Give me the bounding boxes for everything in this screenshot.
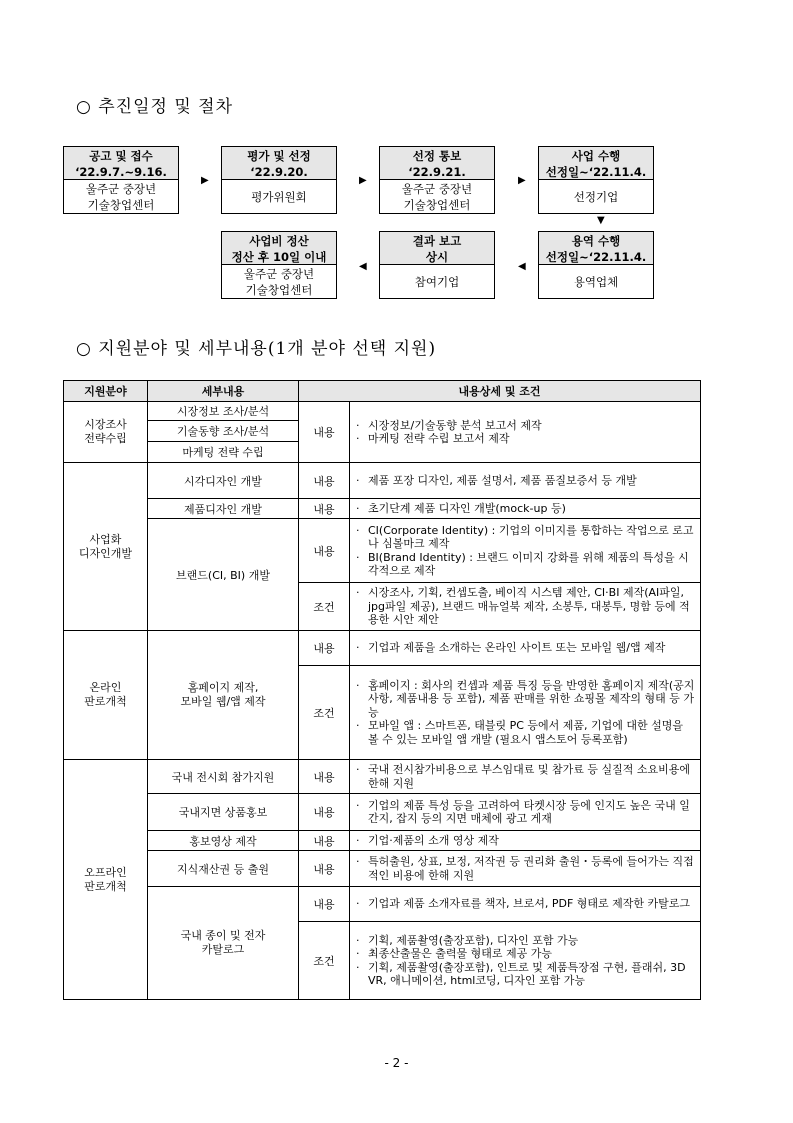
detail-cell	[350, 887, 701, 922]
arrow-right-icon: ▶	[201, 175, 209, 186]
support-table	[63, 380, 701, 1000]
detail-text: 최종산출물은 출력물 형태로 제공 가능	[368, 947, 553, 960]
detail-text: 기업의 제품 특성 등을 고려하여 타켓시장 등에 인지도 높은 국내 일간지, 잡지 등의 지면 매체에 광고 게재	[368, 798, 690, 825]
bullet-icon: ·	[356, 473, 360, 487]
arrow-right-icon: ▶	[518, 175, 526, 186]
kind-cell: 조건	[299, 583, 350, 631]
bullet-icon: ·	[356, 960, 360, 974]
kind-cell: 내용	[299, 887, 350, 922]
section1-title: ○ 추진일정 및 절차	[76, 97, 233, 117]
detail-text: 제품 포장 디자인, 제품 설명서, 제품 품질보증서 등 개발	[368, 473, 637, 487]
flow-step-2	[221, 146, 337, 214]
arrow-down-icon: ▼	[597, 215, 605, 226]
item-cell: 국내 종이 및 전자 카탈로그	[148, 887, 299, 1000]
field-offline: 오프라인 판로개척	[64, 760, 148, 1000]
flow-step-date: ‘22.9.7.~9.16.	[75, 165, 167, 179]
item-cell: 지식재산권 등 출원	[148, 851, 299, 887]
field-market: 시장조사 전략수립	[64, 402, 148, 463]
detail-cell	[350, 583, 701, 631]
detail-text: 마케팅 전략 수립 보고서 제작	[368, 432, 510, 445]
detail-text: 기업과 제품을 소개하는 온라인 사이트 또는 모바일 웹/앱 제작	[368, 641, 666, 655]
detail-text: 기업·제품의 소개 영상 제작	[368, 833, 499, 847]
bullet-icon: ·	[356, 432, 360, 445]
bullet-icon: ·	[356, 678, 360, 692]
detail-cell	[350, 666, 701, 760]
kind-cell: 내용	[299, 463, 350, 499]
flow-step-date: 선정일~‘22.11.4.	[545, 165, 647, 179]
detail-text: 기업과 제품 소개자료를 책자, 브로셔, PDF 형태로 제작한 카탈로그	[368, 897, 691, 911]
bullet-icon: ·	[356, 763, 360, 776]
item-cell: 홍보영상 제작	[148, 831, 299, 851]
flow-step-body: 선정기업	[573, 189, 619, 204]
flow-step-3	[379, 146, 495, 214]
detail-text: 초기단계 제품 디자인 개발(mock-up 등)	[368, 501, 566, 515]
bullet-icon: ·	[356, 719, 360, 733]
bullet-icon: ·	[356, 641, 360, 655]
flow-step-date: 선정일~‘22.11.4.	[545, 250, 647, 264]
flow-step-body: 울주군 중장년	[243, 266, 315, 281]
bullet-icon: ·	[356, 855, 360, 868]
kind-cell: 내용	[299, 631, 350, 666]
bullet-icon: ·	[356, 418, 360, 432]
detail-text: 기획, 제품촬영(출장포함), 인트로 및 제품특장점 구현, 플래쉬, 3D VR, 애니메이션, html코딩, 디자인 포함 가능	[368, 960, 686, 987]
item-cell: 시각디자인 개발	[148, 463, 299, 499]
flow-step-title: 사업비 정산	[249, 234, 309, 248]
flow-step-title: 결과 보고	[412, 234, 462, 248]
item-cell: 브랜드(CI, BI) 개발	[148, 519, 299, 631]
header-item: 세부내용	[148, 381, 299, 402]
detail-cell	[350, 851, 701, 887]
page-number: - 2 -	[384, 1056, 409, 1070]
item-cell: 국내지면 상품홍보	[148, 794, 299, 831]
bullet-icon: ·	[356, 798, 360, 812]
detail-text: 시장정보/기술동향 분석 보고서 제작	[368, 418, 542, 432]
kind-cell: 조건	[299, 922, 350, 1000]
bullet-icon: ·	[356, 586, 360, 600]
item-cell: 국내 전시회 참가지원	[148, 760, 299, 794]
kind-cell: 내용	[299, 851, 350, 887]
detail-cell	[350, 760, 701, 794]
flow-step-body: 평가위원회	[251, 189, 307, 204]
header-detail: 내용상세 및 조건	[299, 381, 701, 402]
flow-step-title: 평가 및 선정	[247, 149, 311, 163]
item-cell: 홈페이지 제작, 모바일 웹/앱 제작	[148, 631, 299, 760]
field-design: 사업화 디자인개발	[64, 463, 148, 631]
detail-cell	[350, 499, 701, 519]
item-cell: 기술동향 조사/분석	[148, 421, 299, 442]
kind-cell: 내용	[299, 760, 350, 794]
flow-step-7	[221, 231, 337, 299]
flow-step-date: 정산 후 10일 이내	[231, 250, 327, 264]
detail-cell	[350, 402, 701, 463]
flow-step-1	[63, 146, 179, 214]
table-header-row	[64, 381, 701, 402]
flow-step-date: ‘22.9.20.	[250, 165, 308, 179]
detail-text: 특허출원, 상표, 보정, 저작권 등 권리화 출원・등록에 들어가는 직접적인 비용에 한해 지원	[368, 855, 694, 882]
detail-cell	[350, 794, 701, 831]
flow-step-body: 기술창업센터	[245, 282, 313, 297]
detail-text: 모바일 앱 : 스마트폰, 태블릿 PC 등에서 제품, 기업에 대한 설명을 볼 수 있는 모바일 앱 개발 (필요시 앱스토어 등록포함)	[368, 719, 684, 746]
flow-step-body: 용역업체	[573, 274, 619, 289]
kind-cell: 내용	[299, 402, 350, 463]
arrow-left-icon: ◀	[359, 261, 367, 272]
detail-text: 기획, 제품촬영(출장포함), 디자인 포함 가능	[368, 933, 579, 947]
bullet-icon: ·	[356, 897, 360, 911]
detail-cell	[350, 631, 701, 666]
flow-step-6	[379, 231, 495, 299]
detail-text: 국내 전시참가비용으로 부스임대료 및 참가료 등 실질적 소요비용에 한해 지원	[368, 763, 691, 790]
header-field: 지원분야	[64, 381, 148, 402]
bullet-icon: ·	[356, 947, 360, 960]
flow-step-title: 용역 수행	[571, 234, 621, 248]
detail-cell	[350, 831, 701, 851]
flow-step-title: 선정 통보	[412, 149, 462, 163]
detail-text: CI(Corporate Identity) : 기업의 이미지를 통합하는 작업으로 로고나 심볼마크 제작	[368, 523, 694, 550]
flow-step-date: ‘22.9.21.	[408, 165, 466, 179]
flow-step-5	[538, 231, 654, 299]
detail-text: BI(Brand Identity) : 브랜드 이미지 강화를 위해 제품의 특성을 시각적으로 제작	[368, 550, 689, 577]
detail-cell	[350, 922, 701, 1000]
bullet-icon: ·	[356, 523, 360, 537]
flow-step-title: 공고 및 접수	[89, 149, 153, 163]
arrow-right-icon: ▶	[359, 175, 367, 186]
detail-text: 홈페이지 : 회사의 컨셉과 제품 특징 등을 반영한 홈페이지 제작(공지사항, 제품내용 등 포함), 제품 판매를 위한 쇼핑몰 제작의 형태 등 가능	[368, 678, 695, 719]
flow-step-body: 울주군 중장년	[85, 181, 157, 196]
flow-step-title: 사업 수행	[571, 149, 621, 163]
flow-step-4	[538, 146, 654, 214]
flow-step-date: 상시	[425, 250, 449, 264]
bullet-icon: ·	[356, 501, 360, 515]
detail-cell	[350, 519, 701, 583]
kind-cell: 내용	[299, 499, 350, 519]
flow-step-body: 울주군 중장년	[401, 181, 473, 196]
bullet-icon: ·	[356, 833, 360, 847]
item-cell: 제품디자인 개발	[148, 499, 299, 519]
bullet-icon: ·	[356, 933, 360, 947]
detail-text: 시장조사, 기획, 컨셉도출, 베이직 시스템 제안, CI·BI 제작(AI파일, jpg파일 제공), 브랜드 매뉴얼북 제작, 소봉투, 대봉투, 명함 등에 적용한 시안 제안	[368, 586, 690, 627]
arrow-left-icon: ◀	[518, 261, 526, 272]
flow-step-body: 참여기업	[414, 274, 460, 289]
flow-step-body: 기술창업센터	[87, 197, 155, 212]
item-cell: 마케팅 전략 수립	[148, 442, 299, 463]
detail-cell	[350, 463, 701, 499]
item-cell: 시장정보 조사/분석	[148, 402, 299, 421]
kind-cell: 내용	[299, 794, 350, 831]
flow-step-body: 기술창업센터	[403, 197, 471, 212]
kind-cell: 내용	[299, 519, 350, 583]
kind-cell: 내용	[299, 831, 350, 851]
field-online: 온라인 판로개척	[64, 631, 148, 760]
kind-cell: 조건	[299, 666, 350, 760]
section2-title: ○ 지원분야 및 세부내용(1개 분야 선택 지원)	[76, 339, 437, 359]
bullet-icon: ·	[356, 550, 360, 564]
